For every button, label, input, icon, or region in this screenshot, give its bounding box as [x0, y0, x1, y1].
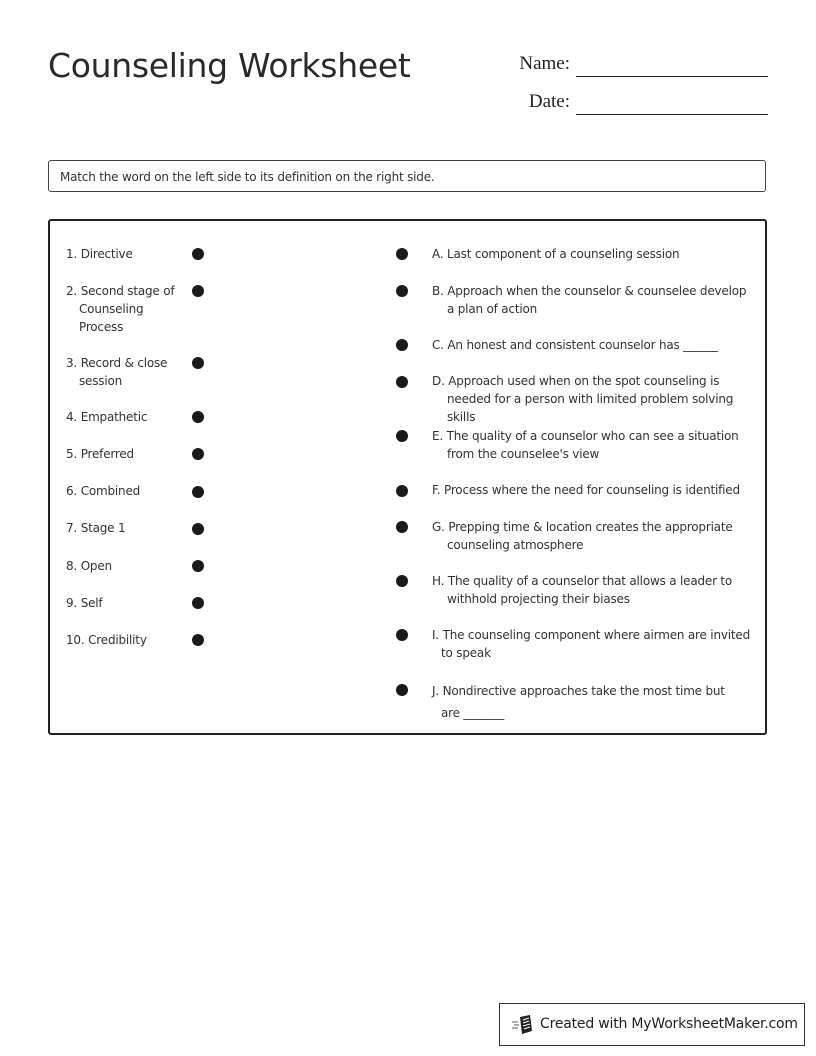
footer-text: Created with MyWorksheetMaker.com	[540, 1016, 798, 1032]
definition-text: Approach used when on the spot counseling is needed for a person with limited problem solving skills	[447, 374, 734, 424]
definition-letter: B.	[432, 284, 444, 298]
instructions-box	[48, 160, 766, 192]
definition-text: The quality of a counselor who can see a situation from the counselee's view	[446, 429, 739, 461]
term-text: Second stage of Counseling Process	[79, 284, 175, 334]
term-text: Stage 1	[80, 521, 126, 535]
definition-text: The quality of a counselor that allows a leader to withhold projecting their biases	[447, 574, 733, 606]
term-text: Directive	[80, 247, 133, 261]
definition-item	[432, 427, 757, 463]
term-text: Open	[80, 559, 112, 573]
instructions-text: Match the word on the left side to its definition on the right side.	[60, 170, 435, 184]
term-dot[interactable]	[192, 523, 204, 535]
date-input-line[interactable]	[576, 114, 768, 115]
definition-item	[432, 572, 757, 608]
definition-item	[432, 518, 757, 554]
footer-badge[interactable]	[499, 1003, 805, 1046]
definition-text: Approach when the counselor & counselee develop a plan of action	[447, 284, 747, 316]
term-text: Credibility	[88, 633, 147, 647]
term-item	[66, 631, 186, 649]
term-number: 9.	[66, 596, 78, 610]
definition-letter: H.	[432, 574, 445, 588]
name-field	[470, 53, 570, 77]
name-label: Name:	[519, 53, 570, 74]
term-number: 2.	[66, 284, 78, 298]
definition-text: Last component of a counseling session	[447, 247, 680, 261]
term-text: Combined	[80, 484, 141, 498]
term-number: 8.	[66, 559, 78, 573]
term-number: 10.	[66, 633, 85, 647]
term-dot[interactable]	[192, 486, 204, 498]
definition-item	[432, 336, 757, 354]
term-number: 1.	[66, 247, 78, 261]
definition-letter: I.	[432, 628, 439, 642]
term-number: 6.	[66, 484, 78, 498]
term-item	[66, 354, 189, 390]
definition-dot[interactable]	[396, 285, 408, 297]
term-text: Empathetic	[80, 410, 148, 424]
definition-letter: D.	[432, 374, 445, 388]
term-dot[interactable]	[192, 448, 204, 460]
term-dot[interactable]	[192, 634, 204, 646]
definition-letter: C.	[432, 338, 444, 352]
term-text: Preferred	[80, 447, 134, 461]
definition-dot[interactable]	[396, 339, 408, 351]
definition-letter: E.	[432, 429, 443, 443]
definition-dot[interactable]	[396, 248, 408, 260]
term-item	[66, 519, 186, 537]
term-item	[66, 408, 186, 426]
definition-text: Process where the need for counseling is identified	[444, 483, 740, 497]
term-item	[66, 482, 186, 500]
definition-dot[interactable]	[396, 684, 408, 696]
term-item	[66, 594, 186, 612]
definition-text: An honest and consistent counselor has ______	[447, 338, 718, 352]
definition-item	[432, 680, 742, 724]
definition-text: Prepping time & location creates the appropriate counseling atmosphere	[447, 520, 733, 552]
definition-item	[432, 245, 757, 263]
definition-dot[interactable]	[396, 376, 408, 388]
definition-letter: G.	[432, 520, 445, 534]
term-text: Self	[80, 596, 103, 610]
name-input-line[interactable]	[576, 76, 768, 77]
term-number: 3.	[66, 356, 78, 370]
term-dot[interactable]	[192, 597, 204, 609]
definition-item	[432, 282, 757, 318]
term-dot[interactable]	[192, 357, 204, 369]
page-title: Counseling Worksheet	[48, 46, 411, 85]
date-label: Date:	[528, 91, 570, 112]
term-item	[66, 557, 186, 575]
definition-dot[interactable]	[396, 575, 408, 587]
definition-dot[interactable]	[396, 485, 408, 497]
definition-text: Nondirective approaches take the most time but are _______	[441, 684, 725, 720]
definition-dot[interactable]	[396, 430, 408, 442]
definition-dot[interactable]	[396, 629, 408, 641]
term-dot[interactable]	[192, 248, 204, 260]
definition-item	[432, 481, 757, 499]
term-dot[interactable]	[192, 285, 204, 297]
term-number: 4.	[66, 410, 78, 424]
term-item	[66, 445, 186, 463]
definition-letter: F.	[432, 483, 441, 497]
worksheet-maker-logo-icon	[512, 1015, 534, 1035]
definition-letter: A.	[432, 247, 444, 261]
term-number: 5.	[66, 447, 78, 461]
term-dot[interactable]	[192, 411, 204, 423]
term-dot[interactable]	[192, 560, 204, 572]
term-text: Record & close session	[79, 356, 168, 388]
definition-item	[432, 372, 757, 426]
definition-letter: J.	[432, 684, 439, 698]
term-item	[66, 282, 189, 336]
date-field	[470, 91, 570, 115]
term-number: 7.	[66, 521, 78, 535]
definition-dot[interactable]	[396, 521, 408, 533]
definition-text: The counseling component where airmen are invited to speak	[441, 628, 750, 660]
definition-item	[432, 626, 757, 662]
term-item	[66, 245, 186, 263]
